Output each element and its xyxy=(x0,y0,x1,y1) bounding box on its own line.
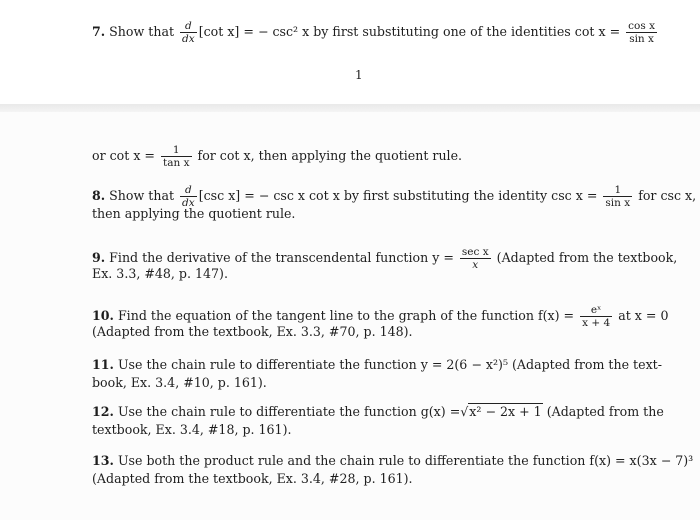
problem-11-line-1: 11. Use the chain rule to differentiate the function y = 2(6 − x²)⁵ (Adapted from the text- xyxy=(92,357,662,372)
problem-7-bracket: [cot x] xyxy=(198,24,240,39)
identity-lhs: cot x = xyxy=(574,24,621,39)
problem-7-middle: by first substituting one of the identities xyxy=(313,24,571,39)
problem-7-lead: Show that xyxy=(109,24,175,39)
problem-9-line-2: Ex. 3.3, #48, p. 147). xyxy=(92,266,228,281)
equals-sign: = xyxy=(243,24,254,39)
problem-8-line-1: 8. Show that $\frac{d}{dx}$ [csc x] = − csc x cot x by first substituting the identity csc x = $\frac{1}{\text{sin x}}$ for csc x, xyxy=(92,184,697,209)
exp-fraction: $\frac{\text{eˣ}}{x + 4}$ xyxy=(582,304,611,329)
page-number: 1 xyxy=(355,68,363,82)
problem-13-line-1: 13. Use both the product rule and the chain rule to differentiate the function f(x) = x(3x − 7)³ xyxy=(92,453,694,468)
problem-13-line-2: (Adapted from the textbook, Ex. 3.4, #28, p. 161). xyxy=(92,471,413,486)
sec-fraction: $\frac{\text{sec x}}{x}$ xyxy=(461,246,489,271)
problem-9-line-1: 9. Find the derivative of the transcendental function y = $\frac{\text{sec x}}{x}$ (Adapted from the textbook, xyxy=(92,246,678,271)
problem-12-number: 12. xyxy=(92,404,114,419)
problem-10-line-2: (Adapted from the textbook, Ex. 3.3, #70, p. 148). xyxy=(92,324,413,339)
problem-11-number: 11. xyxy=(92,357,114,372)
problem-10-number: 10. xyxy=(92,308,114,323)
problem-9-number: 9. xyxy=(92,250,106,265)
problem-7-line-1 xyxy=(92,20,659,45)
problem-7-number: 7. xyxy=(92,24,106,39)
problem-11-line-2: book, Ex. 3.4, #10, p. 161). xyxy=(92,375,267,390)
derivative-operator: $\frac{d}{dx}$ xyxy=(182,184,195,209)
problem-8-line-2: then applying the quotient rule. xyxy=(92,206,296,221)
problem-13-number: 13. xyxy=(92,453,114,468)
identity-fraction: $\frac{\text{cos x}}{\text{sin x}}$ xyxy=(628,20,656,45)
cot-fraction: $\frac{1}{\text{tan x}}$ xyxy=(163,144,190,169)
problem-7-continuation: or cot x = $\frac{1}{\text{tan x}}$ for cot x, then applying the quotient rule. xyxy=(92,144,463,169)
problem-8-number: 8. xyxy=(92,188,106,203)
derivative-operator: $\frac{d}{dx}$ xyxy=(182,20,195,45)
sqrt-symbol: √ xyxy=(460,404,469,419)
problem-12-line-2: textbook, Ex. 3.4, #18, p. 161). xyxy=(92,422,292,437)
problem-10-line-1: 10. Find the equation of the tangent line to the graph of the function f(x) = $\frac{\text{eˣ}}{x + 4}$ at x = 0 xyxy=(92,304,669,329)
page-1 xyxy=(0,0,700,104)
page-2 xyxy=(0,112,700,520)
page-separator xyxy=(0,104,700,112)
problem-12-line-1: 12. Use the chain rule to differentiate the function g(x) =√x² − 2x + 1 (Adapted from the xyxy=(92,404,664,419)
radicand: x² − 2x + 1 xyxy=(469,404,542,419)
csc-fraction: $\frac{1}{\text{sin x}}$ xyxy=(605,184,631,209)
problem-7-rhs: − csc² x xyxy=(257,24,310,39)
